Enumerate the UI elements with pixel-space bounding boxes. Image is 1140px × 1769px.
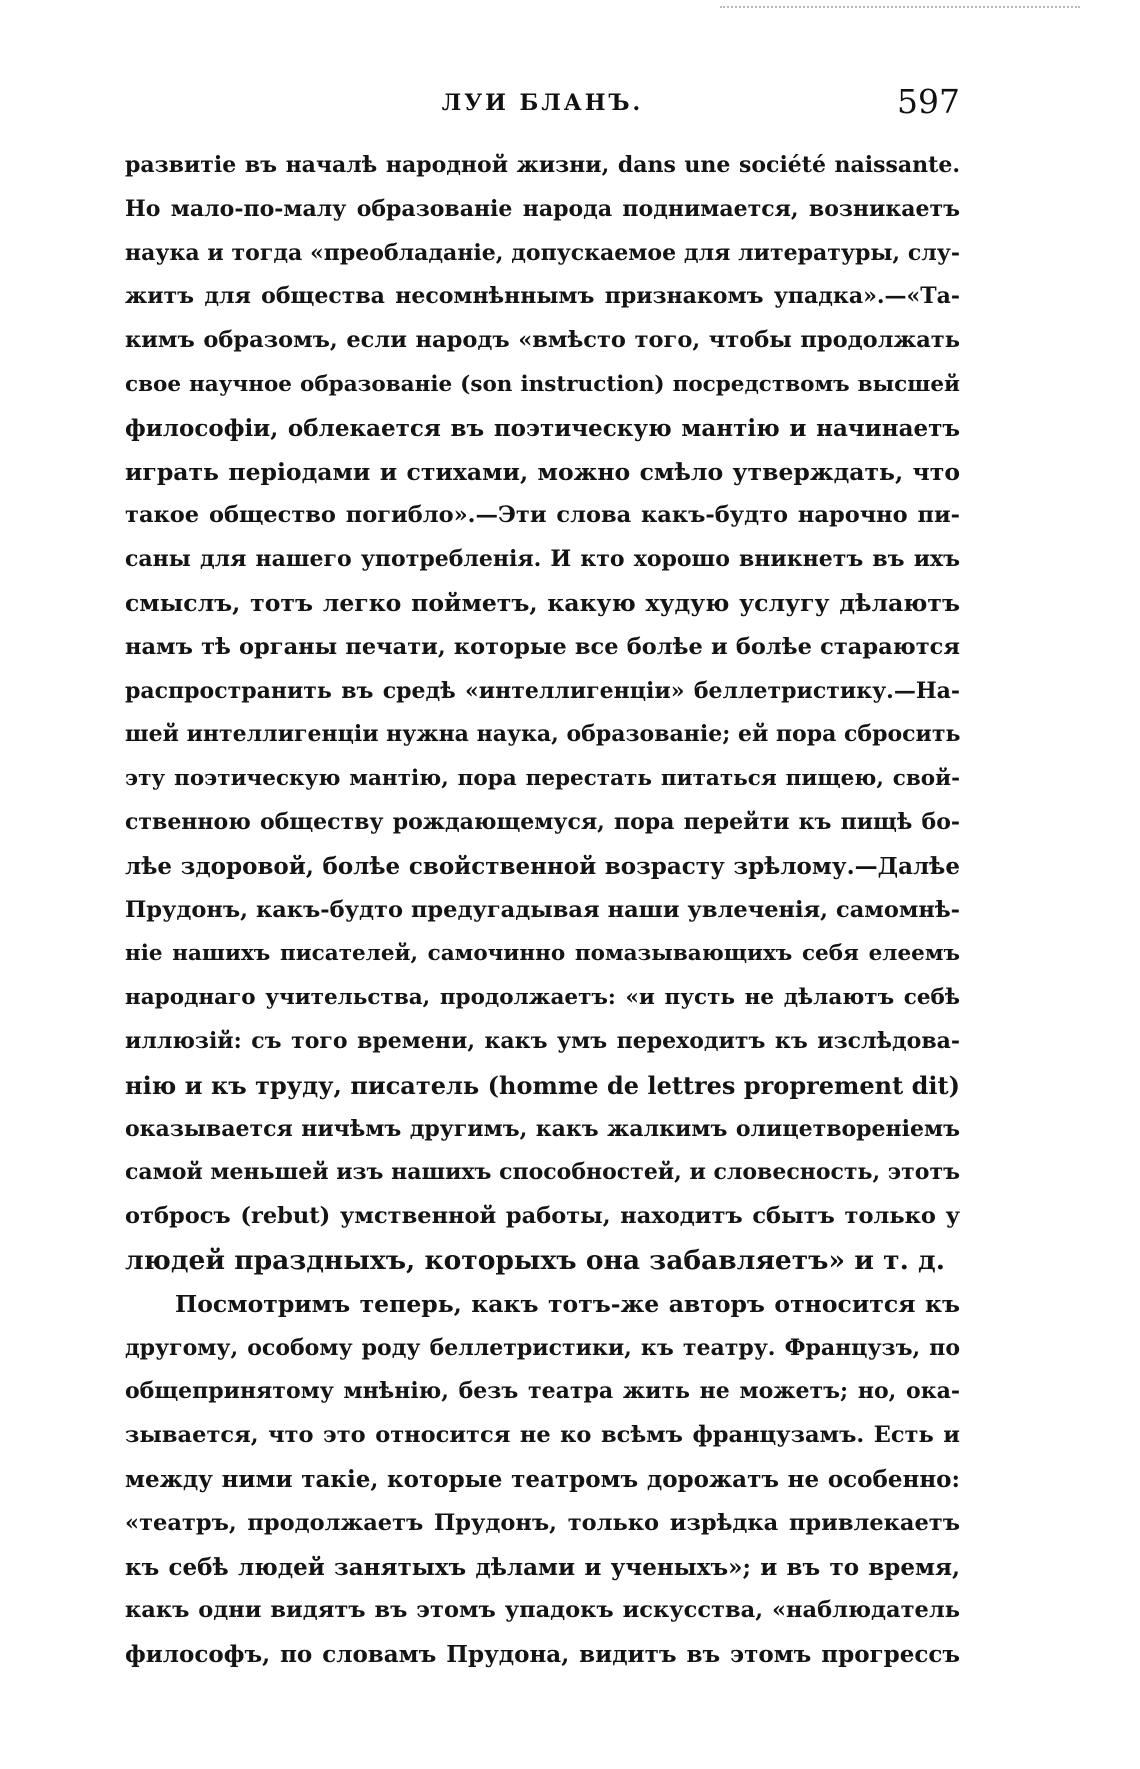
scan-artifact [720, 6, 1080, 12]
text-line: свое научное образованіе (son instruction) посредствомъ высшей [125, 371, 960, 397]
body-text [125, 144, 960, 1677]
text-line: оказывается ничѣмъ другимъ, какъ жалкимъ олицетвореніемъ [125, 1115, 960, 1142]
text-line: людей праздныхъ, которыхъ она забавляетъ» и т. д. [125, 1244, 945, 1276]
text-line: отбросъ (rebut) умственной работы, находитъ сбытъ только у [125, 1203, 960, 1230]
paragraph-2 [125, 1283, 960, 1677]
text-line: смыслъ, тотъ легко пойметъ, какую худую услугу дѣлаютъ [125, 588, 960, 617]
text-line: иллюзій: съ того времени, какъ умъ переходитъ къ изслѣдова- [125, 1027, 960, 1054]
text-line: къ себѣ людей занятыхъ дѣлами и ученыхъ»; и въ то время, [125, 1553, 960, 1581]
text-line: кимъ образомъ, если народъ «вмѣсто того, чтобы продолжать [125, 327, 960, 354]
text-line: намъ тѣ органы печати, которые все болѣе и болѣе стараются [125, 633, 960, 660]
text-line: ственною обществу рождающемуся, пора перейти къ пищѣ бо- [125, 808, 960, 835]
text-line: какъ одни видятъ въ этомъ упадокъ искусства, «наблюдатель [125, 1597, 960, 1624]
text-line: житъ для общества несомнѣннымъ признакомъ упадка».—«Та- [125, 283, 960, 310]
text-line: «театръ, продолжаетъ Прудонъ, только изрѣдка привлекаетъ [125, 1509, 960, 1536]
text-line: самой меньшей изъ нашихъ способностей, и словесность, этотъ [125, 1159, 960, 1186]
text-line: между ними такіе, которые театромъ дорожатъ не особенно: [125, 1465, 960, 1493]
text-line: общепринятому мнѣнію, безъ театра жить не можетъ; но, ока- [125, 1378, 960, 1405]
text-line: философъ, по словамъ Прудона, видитъ въ этомъ прогрессъ [125, 1641, 960, 1669]
text-line: народнаго учительства, продолжаетъ: «и пусть не дѣлаютъ себѣ [125, 985, 960, 1011]
text-line: философіи, облекается въ поэтическую мантію и начинаетъ [125, 414, 960, 442]
text-line: Прудонъ, какъ-будто предугадывая наши увлеченія, самомнѣ- [125, 896, 960, 923]
text-line: ніе нашихъ писателей, самочинно помазывающихъ себя елеемъ [125, 941, 960, 967]
text-line: зывается, что это относится не ко всѣмъ французамъ. Есть и [125, 1422, 960, 1449]
text-line: другому, особому роду беллетристики, къ театру. Французъ, по [125, 1334, 960, 1361]
text-line: развитіе въ началѣ народной жизни, dans une société naissante. [125, 152, 960, 178]
text-line: нію и къ труду, писатель (homme de lettres proprement dit) [125, 1070, 960, 1100]
running-head: ЛУИ БЛАНЪ. [441, 90, 644, 116]
text-line: играть періодами и стихами, можно смѣло утверждать, что [125, 457, 960, 486]
text-line: такое общество погибло».—Эти слова какъ-будто нарочно пи- [125, 502, 960, 529]
text-line: Но мало-по-малу образованіе народа поднимается, возникаетъ [125, 195, 960, 222]
text-line: эту поэтическую мантію, пора перестать питаться пищею, свой- [125, 766, 960, 792]
paragraph-1 [125, 144, 960, 1283]
page-header [125, 82, 960, 122]
text-line: саны для нашего употребленія. И кто хорошо вникнетъ въ ихъ [125, 546, 960, 573]
text-line: распространить въ средѣ «интеллигенціи» беллетристику.—На- [125, 677, 960, 704]
text-line: шей интеллигенціи нужна наука, образованіе; ей пора сбросить [125, 721, 961, 748]
text-line: лѣе здоровой, болѣе свойственной возрасту зрѣлому.—Далѣе [125, 852, 960, 880]
text-line: Посмотримъ теперь, какъ тотъ-же авторъ относится къ [175, 1289, 960, 1318]
text-line: наука и тогда «преобладаніе, допускаемое для литературы, слу- [125, 239, 960, 266]
page-number: 597 [897, 82, 960, 121]
